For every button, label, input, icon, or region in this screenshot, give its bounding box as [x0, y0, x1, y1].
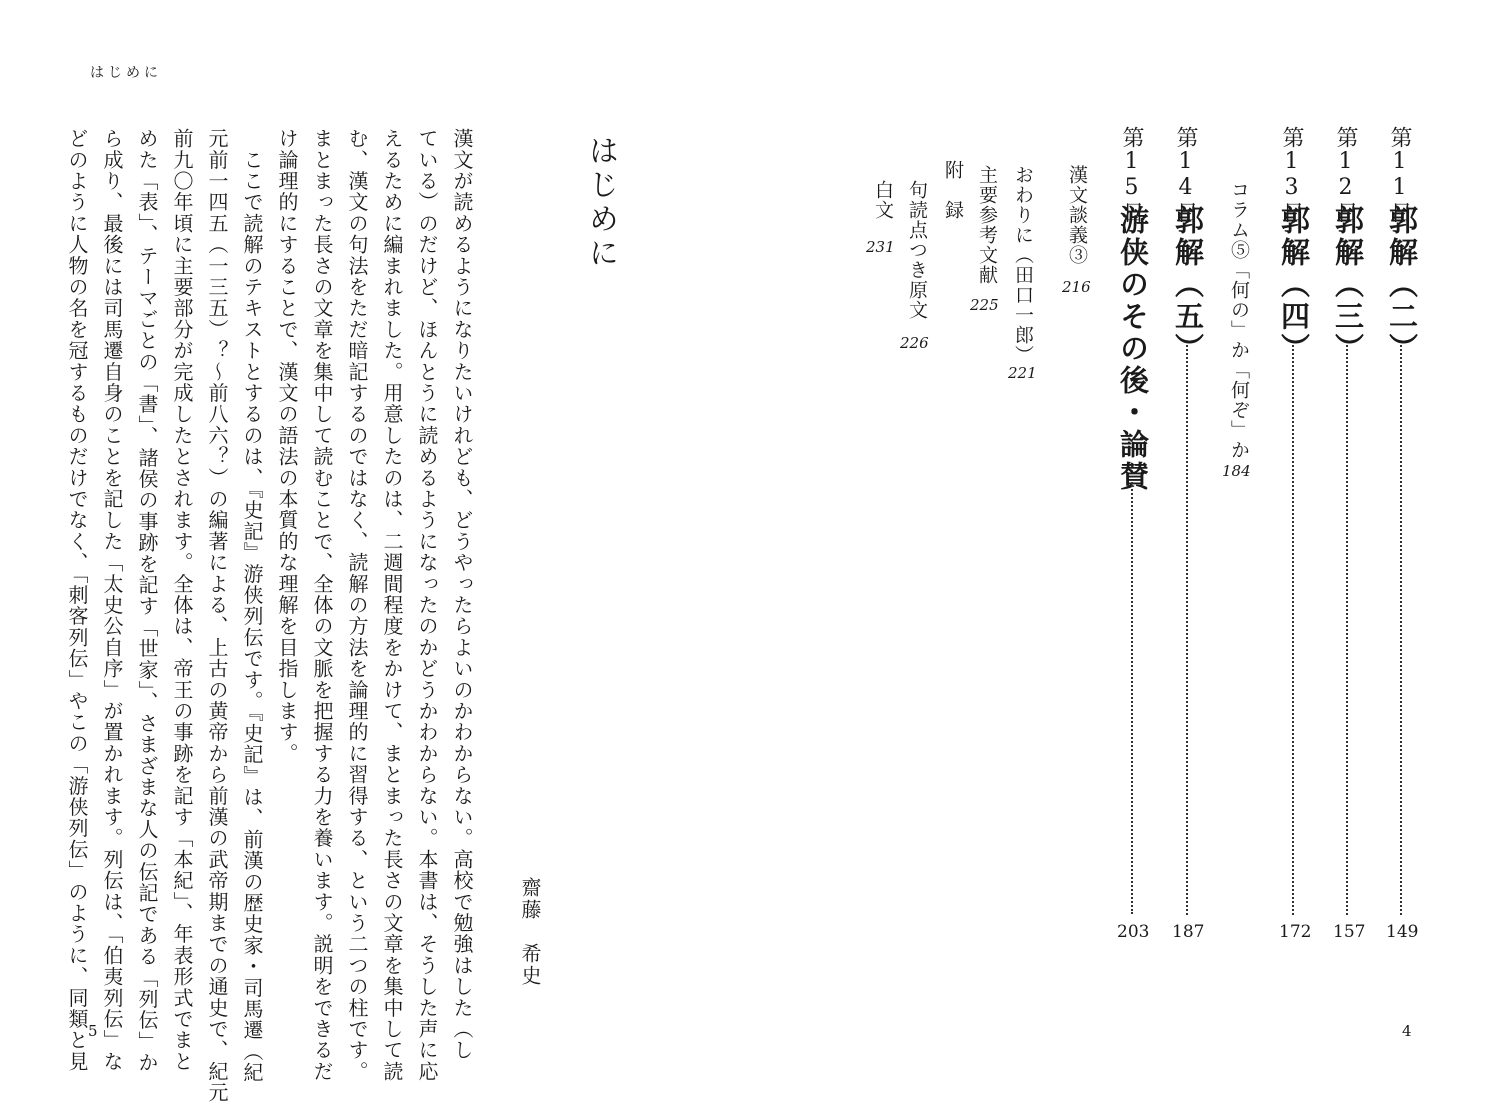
body-text-column: めた「表」、テーマごとの「書」、諸侯の事跡を記す「世家」、さまざまな人の伝記である「列伝」か	[135, 128, 159, 1074]
toc-day: 第14日	[1173, 126, 1198, 224]
body-text-column: ら成り、最後には司馬遷自身のことを記した「太史公自序」が置かれます。列伝は、「伯夷列伝」な	[100, 128, 124, 1072]
toc-title: 游侠のその後・論賛	[1116, 205, 1150, 493]
toc-page-number: 157	[1333, 922, 1366, 942]
toc-title: 郭解（五）	[1171, 205, 1205, 365]
toc-column-entry: コラム⑤「何の」か「何ぞ」か	[1228, 180, 1250, 460]
toc-leader-dots	[1400, 345, 1402, 915]
body-text-column: け論理的にすることで、漢文の語法の本質的な理解を目指します。	[275, 128, 299, 764]
toc-extra-entry: 主要参考文献	[976, 165, 998, 285]
toc-page-number: 187	[1172, 922, 1205, 942]
toc-day: 第12日	[1333, 126, 1358, 224]
body-text-column: えるために編まれました。用意したのは、二週間程度をかけて、まとまった長さの文章を集中して読	[380, 128, 404, 1082]
body-text-column: 漢文が読めるようになりたいけれども、どうやったらよいのかわからない。高校で勉強はした（し	[450, 128, 474, 1061]
page-number-right: 4	[1402, 1022, 1412, 1040]
body-text-column: 元前一四五（一三五）？～前八六？）の編著による、上古の黄帝から前漢の武帝期までの通史で、紀元	[205, 128, 229, 1103]
toc-page-number: 184	[1222, 462, 1251, 480]
toc-extra-entry: 句読点つき原文	[906, 180, 928, 320]
toc-day: 第15日	[1119, 126, 1144, 224]
toc-title: 郭解（四）	[1277, 205, 1311, 365]
body-text-column: 前九〇年頃に主要部分が完成したとされます。全体は、帝王の事跡を記す「本紀」、年表形式でまと	[170, 128, 194, 1072]
toc-page-number: 226	[900, 334, 929, 352]
toc-leader-dots	[1346, 345, 1348, 915]
toc-page-number: 221	[1008, 364, 1037, 382]
body-text-column: どのように人物の名を冠するものだけでなく、「刺客列伝」やこの「游侠列伝」のように、同類と見	[65, 128, 89, 1072]
toc-title: 郭解（三）	[1331, 205, 1365, 365]
body-text-column: む、漢文の句法をただ暗記するのではなく、読解の方法を論理的に習得する、という二つの柱です。	[345, 128, 369, 1082]
body-text-column: まとまった長さの文章を集中して読むことで、全体の文脈を把握する力を養います。説明をできるだ	[310, 128, 334, 1082]
running-header: はじめに	[90, 65, 162, 81]
toc-title: 郭解（二）	[1385, 205, 1419, 365]
toc-page-number: 149	[1386, 922, 1419, 942]
toc-day: 第11日	[1387, 126, 1412, 224]
toc-extra-entry: 白文	[872, 180, 894, 220]
toc-page-number: 231	[866, 238, 895, 256]
toc-leader-dots	[1186, 345, 1188, 915]
body-text-column: ている）のだけど、ほんとうに読めるようになったのかどうかわからない。本書は、そうした声に応	[415, 128, 439, 1082]
toc-extra-entry: おわりに（田口一郎）	[1012, 165, 1034, 365]
body-text-column: ここで読解のテキストとするのは、『史記』游侠列伝です。『史記』は、前漢の歴史家・司馬遷（紀	[240, 128, 264, 1084]
toc-page-number: 203	[1117, 922, 1150, 942]
author-name: 齋藤 希史	[518, 877, 542, 987]
toc-day: 第13日	[1279, 126, 1304, 224]
toc-page-number: 172	[1279, 922, 1312, 942]
toc-page-number: 216	[1062, 278, 1091, 296]
toc-extra-entry: 漢文談義③	[1066, 165, 1088, 265]
page-number-left: 5	[88, 1022, 98, 1040]
toc-page-number: 225	[970, 296, 999, 314]
section-heading: はじめに	[583, 135, 618, 271]
toc-leader-dots	[1292, 345, 1294, 915]
toc-leader-dots	[1131, 482, 1133, 914]
toc-appendix-label: 附 録	[942, 160, 964, 220]
